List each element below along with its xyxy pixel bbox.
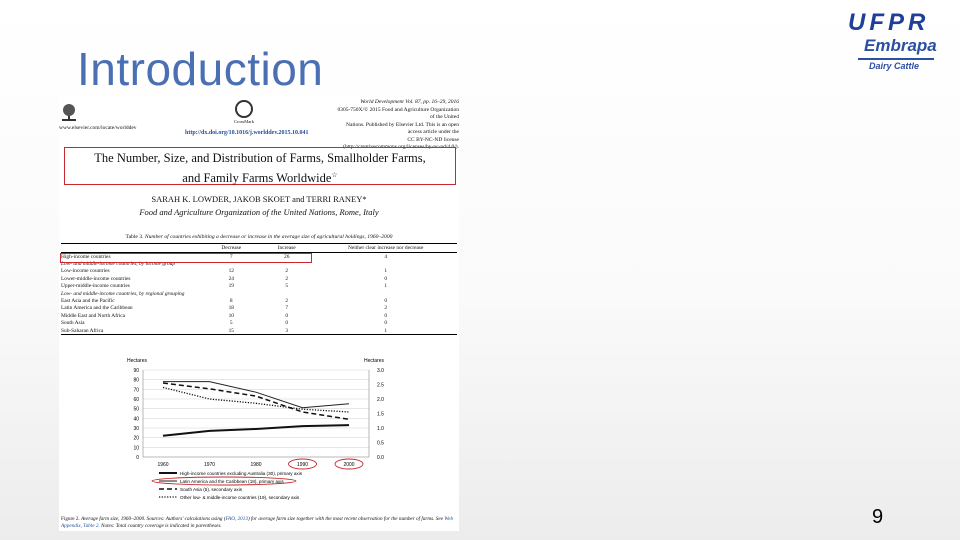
journal-info xyxy=(335,99,459,152)
table-header: Neither clear increase nor decrease xyxy=(314,244,457,253)
table-header: Increase xyxy=(259,244,314,253)
doi-link[interactable]: http://dx.doi.org/10.1016/j.worlddev.2015.10.041 xyxy=(185,130,309,136)
y-tick-label-right: 2.5 xyxy=(377,382,384,389)
page-number: 9 xyxy=(872,506,884,528)
logo-divider xyxy=(858,58,934,60)
y-tick-label-right: 0.0 xyxy=(377,455,384,461)
y-tick-label-right: 2.0 xyxy=(377,397,384,403)
publisher-url: www.elsevier.com/locate/worlddev xyxy=(59,125,137,131)
table-group-row: Low- and middle-income countries, by regional grouping xyxy=(61,290,185,297)
high-income-highlight-box xyxy=(60,253,312,263)
y-tick-label-left: 50 xyxy=(133,406,139,413)
paper-affiliation: Food and Agriculture Organization of the United Nations, Rome, Italy xyxy=(139,207,379,217)
journal-line: World Development Vol. 87, pp. 16–29, 2016 xyxy=(360,99,459,105)
x-tick-label: 1980 xyxy=(250,462,262,468)
series-line xyxy=(163,425,349,436)
legend-label: South Asia (5), secondary axis xyxy=(180,486,243,492)
table-row: High-income countries 7 26 4 xyxy=(61,253,388,260)
table-row: East Asia and the Pacific 8 2 0 xyxy=(61,297,388,304)
paper-excerpt xyxy=(59,97,459,531)
table-group-row: Low- and middle-income countries, by income group xyxy=(61,260,176,267)
table-caption: Table 3. Number of countries exhibiting a decrease or increase in the average size of agricultural holdings, 1960–2000 xyxy=(125,234,393,240)
paper-title-line: and Family Farms Worldwide☆ xyxy=(182,171,338,186)
embrapa-logo-text: Embrapa xyxy=(864,36,937,55)
paper-title-line: The Number, Size, and Distribution of Farms, Smallholder Farms, xyxy=(94,151,426,165)
series-line xyxy=(163,387,349,412)
table-row: Low-income countries 12 2 1 xyxy=(61,268,388,275)
y-tick-label-left: 30 xyxy=(133,426,139,432)
y-tick-label-left: 40 xyxy=(133,416,139,423)
x-tick-label: 1990 xyxy=(296,462,309,468)
table-row: Upper-middle-income countries 19 5 1 xyxy=(61,283,388,290)
table-row: Middle East and North Africa 10 0 0 xyxy=(61,312,388,319)
farm-size-chart xyxy=(59,351,459,515)
y-tick-label-left: 80 xyxy=(133,377,139,384)
legend-label: Latin America and the Caribbean (18), primary axis xyxy=(180,478,284,484)
legend-label: High-income countries excluding Australia (30), primary axis xyxy=(180,470,303,476)
table-row: Sub-Saharan Africa 15 3 1 xyxy=(61,327,457,335)
slide-title: Introduction xyxy=(77,43,324,95)
crossmark-icon xyxy=(235,100,253,118)
y-tick-label-left: 60 xyxy=(133,397,139,403)
y-tick-label-right: 1.5 xyxy=(377,411,384,418)
y-tick-label-left: 20 xyxy=(133,435,139,442)
y-tick-label-left: 70 xyxy=(133,387,139,394)
y-tick-label-right: 3.0 xyxy=(377,368,384,374)
journal-line: Nations. Published by Elsevier Ltd. This is an open access article under the xyxy=(346,121,459,135)
paper-title-box xyxy=(64,147,456,185)
y-tick-label-left: 10 xyxy=(133,445,139,452)
embrapa-subtitle: Dairy Cattle xyxy=(869,61,920,71)
y-axis-label-left: Hectares xyxy=(126,358,148,364)
table-row: Latin America and the Caribbean 18 7 2 xyxy=(61,305,388,312)
y-tick-label-right: 0.5 xyxy=(377,440,384,447)
series-line xyxy=(163,383,349,419)
table-row: Lower-middle-income countries 24 2 0 xyxy=(61,275,388,282)
journal-line: 0305-750X/© 2015 Food and Agriculture Organization of the United xyxy=(337,106,459,120)
y-tick-label-left: 0 xyxy=(136,455,139,461)
x-tick-label: 2000 xyxy=(343,462,355,468)
y-axis-label-right: Hectares xyxy=(363,358,385,364)
x-tick-label: 1960 xyxy=(157,462,169,468)
y-tick-label-left: 90 xyxy=(133,368,139,374)
table-header: Decrease xyxy=(204,244,259,253)
ufpr-logo-text: UFPR xyxy=(848,9,930,36)
legend-label: Other low- & middle-income countries (19), secondary axis xyxy=(180,494,300,500)
table-row: South Asia 5 0 0 xyxy=(61,320,388,327)
figure-caption: Figure 2. Average farm size, 1960–2000. Sources: Authors' calculations using (FAO, 2013) for average farm size together with the most recent observation for the number of farms. See Web Appendix, Table 2. Notes: Total country coverage is indicated in parentheses. xyxy=(61,516,454,529)
y-tick-label-right: 1.0 xyxy=(377,426,384,432)
elsevier-tree-icon xyxy=(61,103,77,121)
paper-authors: SARAH K. LOWDER, JAKOB SKOET and TERRI RANEY* xyxy=(151,194,367,204)
x-tick-label: 1970 xyxy=(203,462,216,468)
journal-line: CC BY-NC-ND license (http://creativecommons.org/licenses/by-nc-nd/4.0/). xyxy=(343,136,459,150)
table-header xyxy=(61,244,204,253)
crossmark-label: CrossMark xyxy=(234,119,254,124)
